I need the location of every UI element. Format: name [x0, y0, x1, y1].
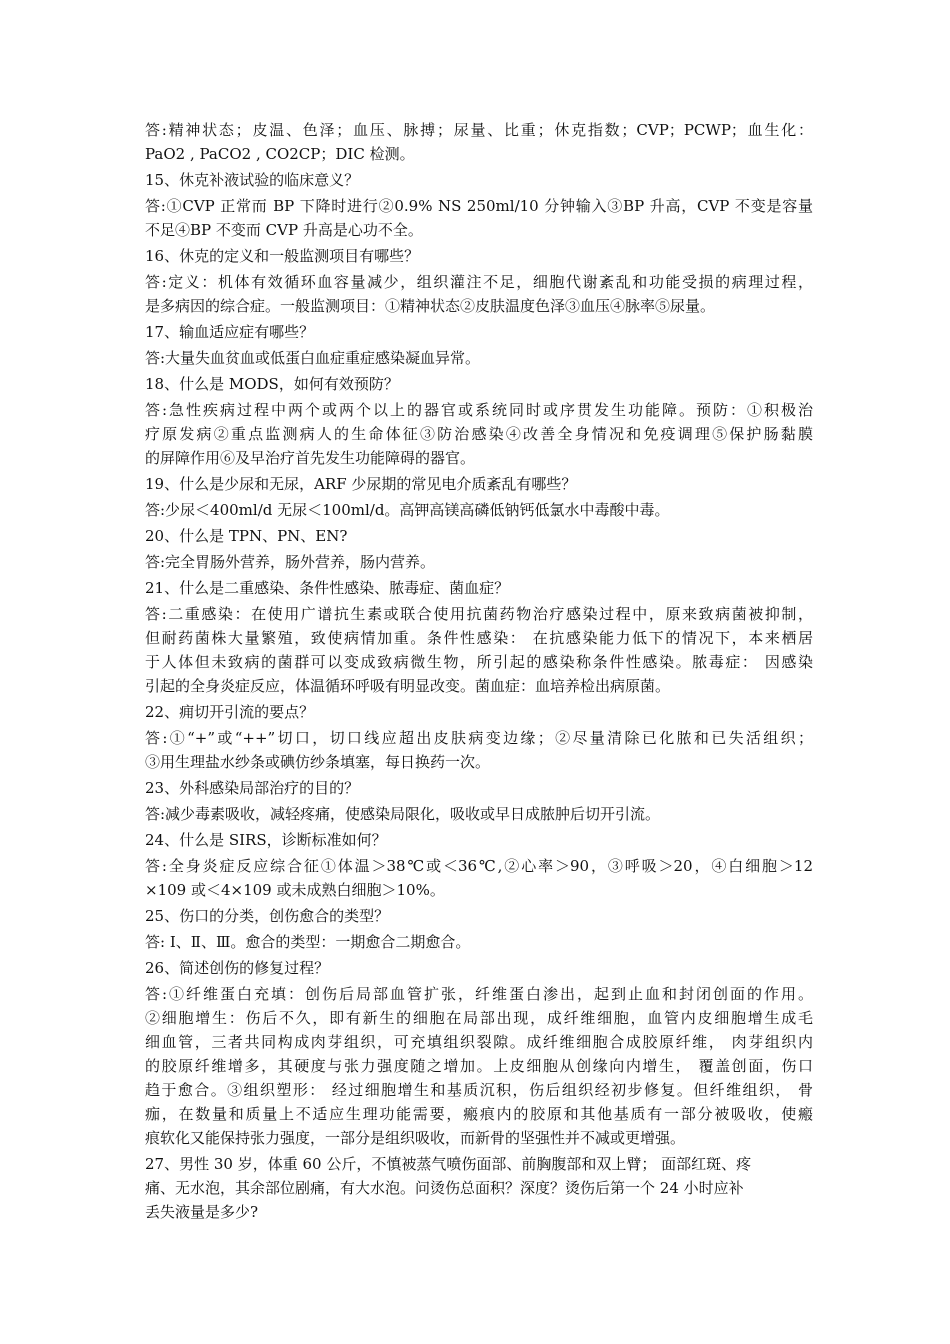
- answer-text-line: 答:少尿＜400ml/d 无尿＜100ml/d。高钾高镁高磷低钠钙低氯水中毒酸中毒。: [145, 501, 670, 519]
- answer-block: [145, 982, 813, 1150]
- answer-text-line: 细血管，三者共同构成肉芽组织，可充填组织裂隙。成纤维细胞合成胶原纤维， 肉芽组织内: [145, 1033, 813, 1051]
- answer-text-line: PaO2 , PaCO2 , CO2CP；DIC 检测。: [145, 145, 415, 163]
- answer-text-line: 答:二重感染：在使用广谱抗生素或联合使用抗菌药物治疗感染过程中，原来致病菌被抑制，: [145, 605, 813, 623]
- answer-text-line: 引起的全身炎症反应，体温循环呼吸有明显改变。菌血症：血培养检出病原菌。: [145, 677, 671, 695]
- question-block: [145, 828, 813, 852]
- answer-block: [145, 550, 813, 574]
- answer-block: [145, 346, 813, 370]
- question-text-line: 19、什么是少尿和无尿，ARF 少尿期的常见电介质紊乱有哪些？: [145, 475, 577, 493]
- answer-block: [145, 398, 813, 470]
- answer-text-line: 答:完全胃肠外营养，肠外营养，肠内营养。: [145, 553, 436, 571]
- question-block: [145, 1152, 813, 1224]
- question-text-line: 丢失液量是多少?: [145, 1203, 259, 1221]
- answer-block: [145, 726, 813, 774]
- question-text-line: 25、伤口的分类，创伤愈合的类型？: [145, 907, 390, 925]
- question-text-line: 18、什么是 MODS，如何有效预防？: [145, 375, 399, 393]
- answer-block: [145, 118, 813, 166]
- answer-block: [145, 930, 813, 954]
- question-block: [145, 904, 813, 928]
- answer-text-line: 但耐药菌株大量繁殖，致使病情加重。条件性感染： 在抗感染能力低下的情况下，本来栖居: [145, 629, 813, 647]
- answer-block: [145, 602, 813, 698]
- answer-text-line: 答:减少毒素吸收，减轻疼痛，使感染局限化，吸收或早日成脓肿后切开引流。: [145, 805, 661, 823]
- question-block: [145, 244, 813, 268]
- question-block: [145, 472, 813, 496]
- answer-text-line: 答:定义：机体有效循环血容量减少，组织灌注不足，细胞代谢紊乱和功能受损的病理过程，: [145, 273, 813, 291]
- question-block: [145, 956, 813, 980]
- answer-text-line: 答:急性疾病过程中两个或两个以上的器官或系统同时或序贯发生功能障。预防：①积极治: [145, 401, 813, 419]
- answer-text-line: 答: Ⅰ、Ⅱ、Ⅲ。愈合的类型：一期愈合二期愈合。: [145, 933, 471, 951]
- answer-text-line: ③用生理盐水纱条或碘仿纱条填塞，每日换药一次。: [145, 753, 491, 771]
- answer-text-line: 趋于愈合。③组织塑形： 经过细胞增生和基质沉积，伤后组织经初步修复。但纤维组织， 骨: [145, 1081, 813, 1099]
- question-text-line: 痛、无水泡，其余部位剧痛，有大水泡。问烫伤总面积？深度？烫伤后第一个 24 小时应补: [145, 1179, 744, 1197]
- question-block: [145, 700, 813, 724]
- question-text-line: 26、简述创伤的修复过程？: [145, 959, 330, 977]
- question-text-line: 21、什么是二重感染、条件性感染、脓毒症、菌血症？: [145, 579, 510, 597]
- answer-text-line: 于人体但未致病的菌群可以变成致病微生物，所引起的感染称条件性感染。脓毒症： 因感染: [145, 653, 813, 671]
- question-block: [145, 372, 813, 396]
- qa-content: [145, 118, 813, 1224]
- question-block: [145, 168, 813, 192]
- question-block: [145, 776, 813, 800]
- answer-text-line: 答:①CVP 正常而 BP 下降时进行②0.9% NS 250ml/10 分钟输入③BP 升高，CVP 不变是容量: [145, 197, 813, 215]
- answer-text-line: ②细胞增生：伤后不久，即有新生的细胞在局部出现，成纤维细胞，血管内皮细胞增生成毛: [145, 1009, 813, 1027]
- answer-text-line: 答:精神状态；皮温、色泽；血压、脉搏；尿量、比重；休克指数；CVP；PCWP；血生化：: [145, 121, 813, 139]
- answer-text-line: 是多病因的综合症。一般监测项目：①精神状态②皮肤温度色泽③血压④脉率⑤尿量。: [145, 297, 716, 315]
- answer-text-line: 答:①“+”或“++”切口，切口线应超出皮肤病变边缘；②尽量清除已化脓和已失活组织；: [145, 729, 813, 747]
- answer-text-line: 答:全身炎症反应综合征①体温＞38℃或＜36℃,②心率＞90，③呼吸＞20，④白细胞＞12: [145, 857, 813, 875]
- question-block: [145, 320, 813, 344]
- answer-text-line: 的屏障作用⑥及早治疗首先发生功能障碍的器官。: [145, 449, 476, 467]
- answer-block: [145, 802, 813, 826]
- answer-text-line: 痕软化又能保持张力强度，一部分是组织吸收，而新骨的坚强性并不减或更增强。: [145, 1129, 686, 1147]
- question-text-line: 24、什么是 SIRS，诊断标准如何？: [145, 831, 387, 849]
- answer-block: [145, 498, 813, 522]
- answer-text-line: 答:①纤维蛋白充填：创伤后局部血管扩张，纤维蛋白渗出，起到止血和封闭创面的作用。: [145, 985, 813, 1003]
- answer-text-line: 痂，在数量和质量上不适应生理功能需要，瘢痕内的胶原和其他基质有一部分被吸收，使瘢: [145, 1105, 813, 1123]
- question-text-line: 22、痈切开引流的要点？: [145, 703, 315, 721]
- question-text-line: 27、男性 30 岁，体重 60 公斤，不慎被蒸气喷伤面部、前胸腹部和双上臂； 面部红斑、疼: [145, 1155, 752, 1173]
- answer-text-line: 答:大量失血贫血或低蛋白血症重症感染凝血异常。: [145, 349, 481, 367]
- question-text-line: 17、输血适应症有哪些？: [145, 323, 315, 341]
- question-text-line: 16、休克的定义和一般监测项目有哪些？: [145, 247, 420, 265]
- answer-text-line: 疗原发病②重点监测病人的生命体征③防治感染④改善全身情况和免疫调理⑤保护肠黏膜: [145, 425, 813, 443]
- question-text-line: 15、休克补液试验的临床意义？: [145, 171, 360, 189]
- question-block: [145, 576, 813, 600]
- answer-block: [145, 270, 813, 318]
- question-block: [145, 524, 813, 548]
- answer-text-line: 不足④BP 不变而 CVP 升高是心功不全。: [145, 221, 423, 239]
- answer-text-line: ×109 或＜4×109 或未成熟白细胞＞10%。: [145, 881, 445, 899]
- answer-block: [145, 854, 813, 902]
- question-text-line: 20、什么是 TPN、PN、EN?: [145, 527, 348, 545]
- answer-block: [145, 194, 813, 242]
- document-page: [145, 118, 813, 1226]
- answer-text-line: 的胶原纤维增多，其硬度与张力强度随之增加。上皮细胞从创缘向内增生， 覆盖创面，伤口: [145, 1057, 813, 1075]
- question-text-line: 23、外科感染局部治疗的目的？: [145, 779, 360, 797]
